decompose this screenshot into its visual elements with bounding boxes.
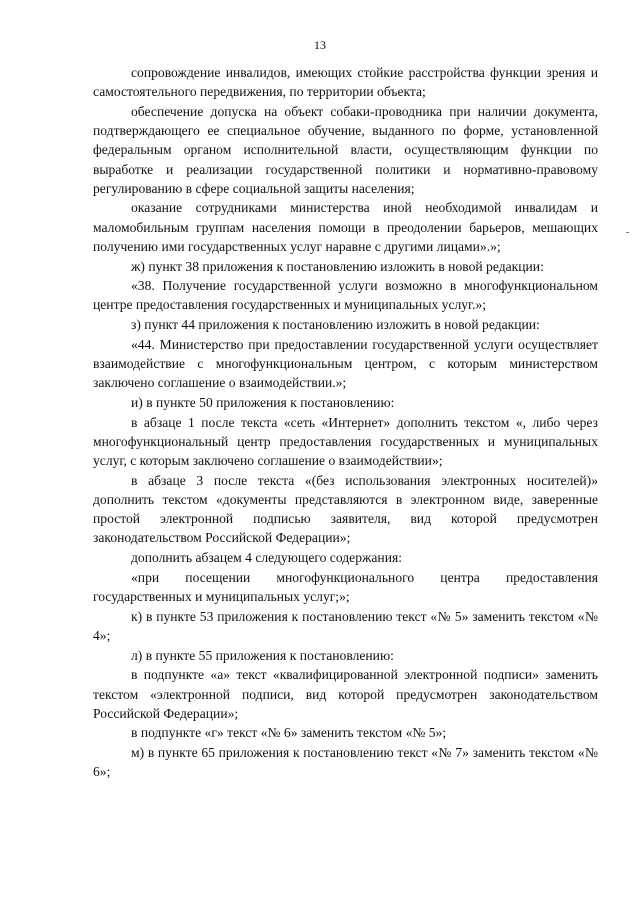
paragraph: к) в пункте 53 приложения к постановлению текст «№ 5» заменить текстом «№ 4»;	[93, 608, 598, 643]
paragraph: дополнить абзацем 4 следующего содержания:	[131, 550, 402, 566]
paragraph: сопровождение инвалидов, имеющих стойкие расстройства функции зрения и самостоятельного передвижения, по территории объекта;	[93, 65, 598, 100]
paragraph: ж) пункт 38 приложения к постановлению изложить в новой редакции:	[131, 258, 544, 274]
paragraph: в абзаце 3 после текста «(без использования электронных носителей)» дополнить текстом «документы представляются в электронном виде, заверенные простой электронной подписью заявителя, вид которой предусмотрен законодательством Российской Федерации»;	[93, 472, 598, 546]
scan-mark	[626, 232, 629, 233]
paragraph: «38. Получение государственной услуги возможно в многофункциональном центре предоставления государственных и муниципальных услуг.»;	[93, 278, 598, 313]
paragraph: и) в пункте 50 приложения к постановлению:	[131, 394, 395, 410]
paragraph: «при посещении многофункционального центра предоставления государственных и муниципальных услуг;»;	[93, 569, 598, 604]
paragraph: в подпункте «г» текст «№ 6» заменить текстом «№ 5»;	[131, 725, 447, 741]
page-number: 13	[314, 38, 326, 52]
paragraph: м) в пункте 65 приложения к постановлению текст «№ 7» заменить текстом «№ 6»;	[93, 745, 598, 780]
document-body	[93, 63, 598, 782]
paragraph: з) пункт 44 приложения к постановлению изложить в новой редакции:	[131, 317, 540, 333]
paragraph: в абзаце 1 после текста «сеть «Интернет» дополнить текстом «, либо через многофункциональный центр предоставления государственных и муниципальных услуг, с которым заключено соглашение о взаимодействии»;	[93, 414, 598, 469]
paragraph: л) в пункте 55 приложения к постановлению:	[131, 647, 394, 663]
paragraph: оказание сотрудниками министерства иной необходимой инвалидам и маломобильным группам населения помощи в преодолении барьеров, мешающих получению ими государственных услуг наравне с другими лицами».»;	[93, 200, 598, 254]
paragraph: в подпункте «а» текст «квалифицированной электронной подписи» заменить текстом «электронной подписи, вид которой предусмотрен законодательством Российской Федерации»;	[93, 667, 598, 721]
paragraph: «44. Министерство при предоставлении государственной услуги осуществляет взаимодействие с многофункциональным центром, с которым министерством заключено соглашение о взаимодействии.»;	[93, 336, 598, 391]
paragraph: обеспечение допуска на объект собаки-проводника при наличии документа, подтверждающего ее специальное обучение, выданного по форме, установленной федеральным органом исполнительной власти, осуществляющим функции по выработке и реализации государственной политики и нормативно-правовому регулированию в сфере социальной защиты населения;	[93, 103, 598, 196]
